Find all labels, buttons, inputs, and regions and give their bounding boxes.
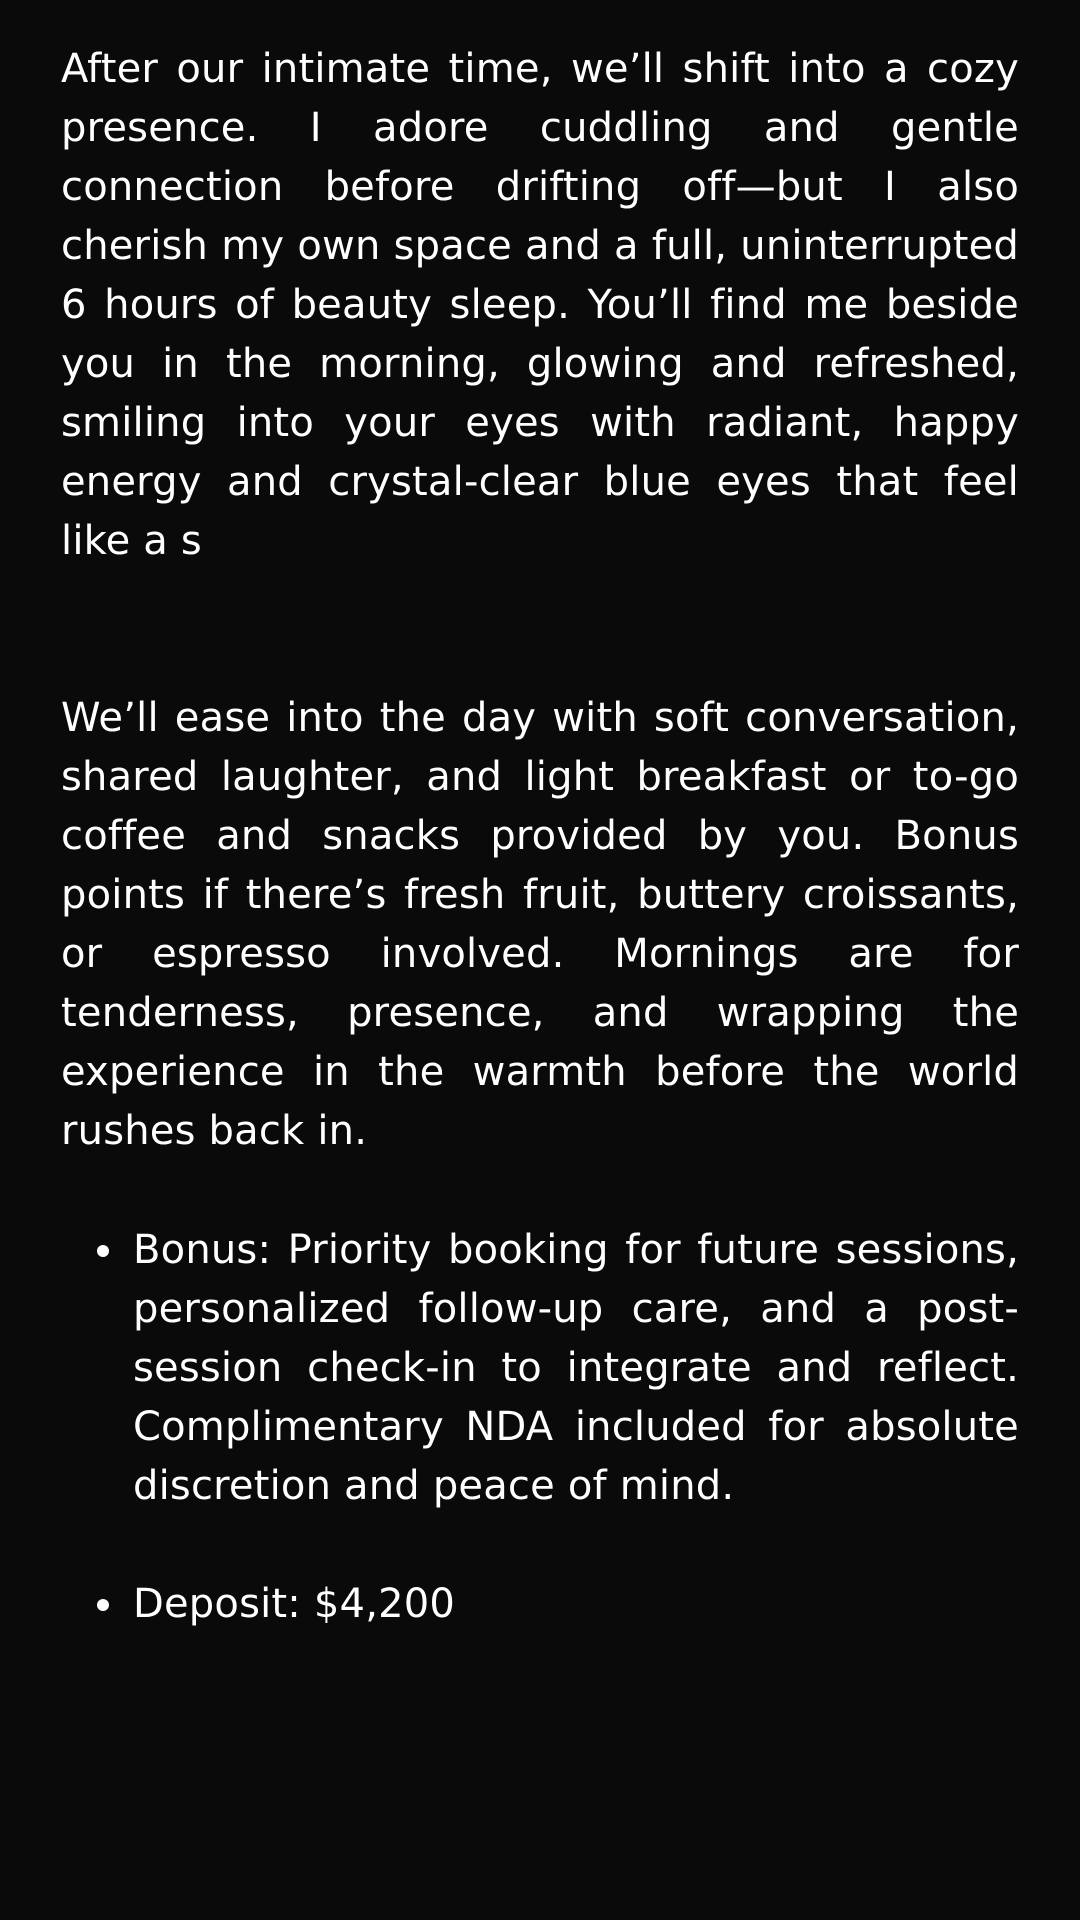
list-item-deposit xyxy=(61,1575,1019,1634)
bullet-icon xyxy=(97,1599,109,1611)
paragraph-aftercare: After our intimate time, we’ll shift into a cozy presence. I adore cuddling and gentle connection before drifting off—but I also cherish my own space and a full, uninterrupted 6 hours of beauty sleep. You’ll find me beside you in the morning, glowing and refreshed, smiling into your eyes with radiant, happy energy and crystal-clear blue eyes that feel like a s xyxy=(61,46,1019,564)
bullet-icon xyxy=(97,1245,109,1257)
bullet-text-deposit: Deposit: $4,200 xyxy=(133,1581,456,1627)
paragraph-morning: We’ll ease into the day with soft conversation, shared laughter, and light breakfast or to-go coffee and snacks provided by you. Bonus points if there’s fresh fruit, buttery croissants, or espresso involved. Mornings are for tenderness, presence, and wrapping the experience in the warmth before the world rushes back in. xyxy=(61,695,1019,1154)
list-item-bonus xyxy=(61,1221,1019,1516)
bullet-text-bonus: Bonus: Priority booking for future sessions, personalized follow-up care, and a post-session check-in to integrate and reflect. Complimentary NDA included for absolute discretion and peace of mind. xyxy=(133,1227,1019,1509)
bullet-list xyxy=(61,1221,1019,1634)
